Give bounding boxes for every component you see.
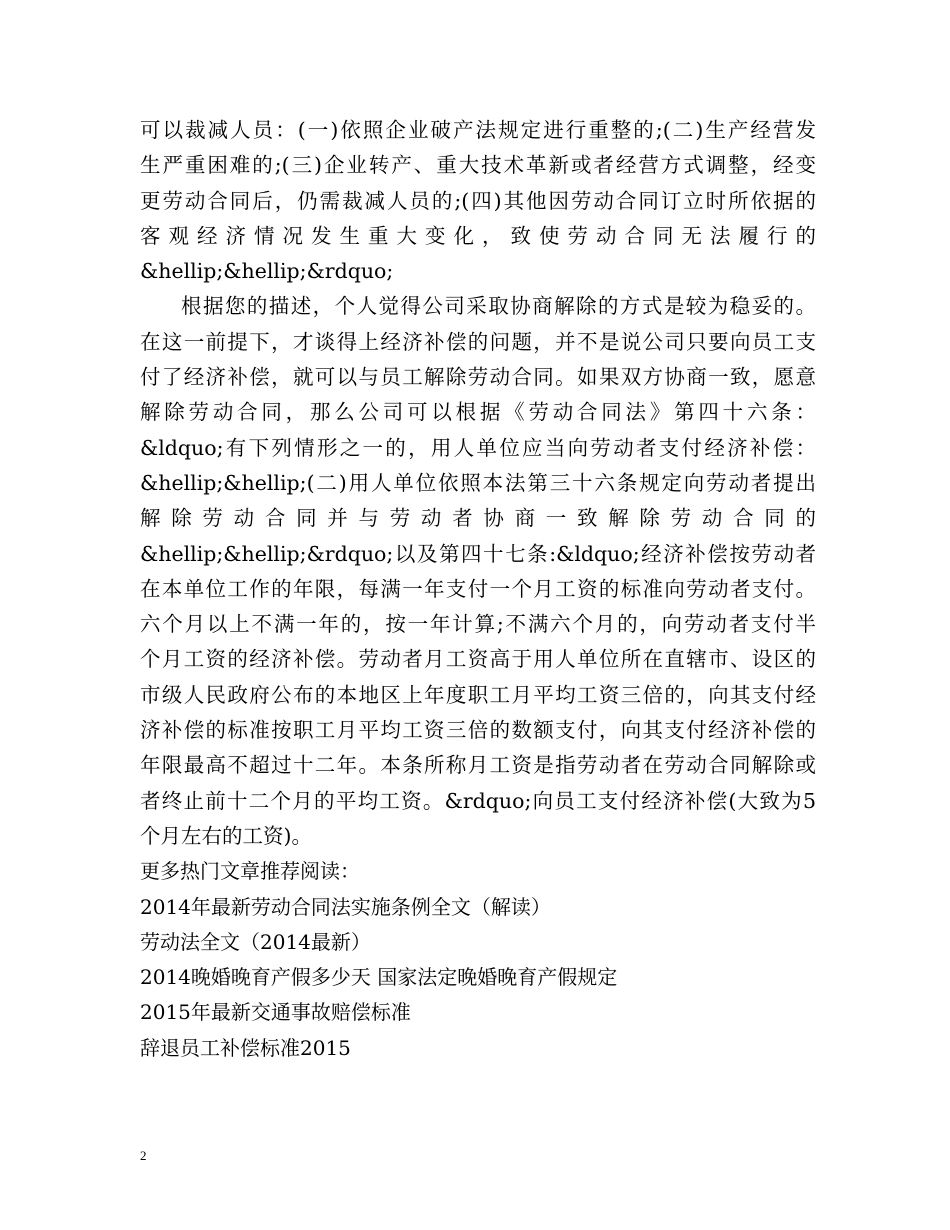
body-line: 在这一前提下，才谈得上经济补偿的问题，并不是说公司只要向员工支: [140, 329, 816, 354]
body-line: 客观经济情况发生重大变化，致使劳动合同无法履行的: [140, 223, 816, 248]
body-line: 个月工资的经济补偿。劳动者月工资高于用人单位所在直辖市、设区的: [140, 647, 816, 672]
body-line: 六个月以上不满一年的，按一年计算;不满六个月的，向劳动者支付半: [140, 612, 816, 637]
body-line: &hellip;&hellip;&rdquo;以及第四十七条:&ldquo;经济补偿按劳动者: [140, 541, 816, 566]
body-line: &hellip;&hellip;&rdquo;: [140, 259, 394, 284]
body-line: &hellip;&hellip;(二)用人单位依照本法第三十六条规定向劳动者提出: [140, 470, 816, 495]
recommend-link[interactable]: 2015年最新交通事故赔偿标准: [140, 1000, 411, 1025]
body-line: 解除劳动合同并与劳动者协商一致解除劳动合同的: [140, 506, 816, 531]
document-body: [140, 113, 816, 1066]
paragraph-start-line: 根据您的描述，个人觉得公司采取协商解除的方式是较为稳妥的。: [181, 294, 816, 319]
body-line: 市级人民政府公布的本地区上年度职工月平均工资三倍的，向其支付经: [140, 682, 816, 707]
page-number: 2: [140, 1148, 147, 1163]
body-line: 个月左右的工资)。: [140, 823, 312, 848]
body-line: 解除劳动合同，那么公司可以根据《劳动合同法》第四十六条：: [140, 400, 816, 425]
body-line: 济补偿的标准按职工月平均工资三倍的数额支付，向其支付经济补偿的: [140, 718, 816, 743]
body-line: 生严重困难的;(三)企业转产、重大技术革新或者经营方式调整，经变: [140, 153, 816, 178]
body-line: 付了经济补偿，就可以与员工解除劳动合同。如果双方协商一致，愿意: [140, 365, 816, 390]
body-line: 年限最高不超过十二年。本条所称月工资是指劳动者在劳动合同解除或: [140, 753, 816, 778]
recommend-link[interactable]: 2014晚婚晚育产假多少天 国家法定晚婚晚育产假规定: [140, 965, 618, 990]
body-line: 更劳动合同后，仍需裁减人员的;(四)其他因劳动合同订立时所依据的: [140, 188, 816, 213]
body-line: &ldquo;有下列情形之一的，用人单位应当向劳动者支付经济补偿：: [140, 435, 816, 460]
body-line: 在本单位工作的年限，每满一年支付一个月工资的标准向劳动者支付。: [140, 576, 816, 601]
body-line: 可以裁减人员：(一)依照企业破产法规定进行重整的;(二)生产经营发: [140, 118, 816, 142]
recommend-link[interactable]: 辞退员工补偿标准2015: [140, 1035, 351, 1060]
body-line: 者终止前十二个月的平均工资。&rdquo;向员工支付经济补偿(大致为5: [140, 788, 816, 813]
recommend-link[interactable]: 劳动法全文（2014最新）: [140, 929, 371, 954]
recommend-heading: 更多热门文章推荐阅读：: [140, 859, 360, 884]
recommend-link[interactable]: 2014年最新劳动合同法实施条例全文（解读）: [140, 894, 551, 919]
